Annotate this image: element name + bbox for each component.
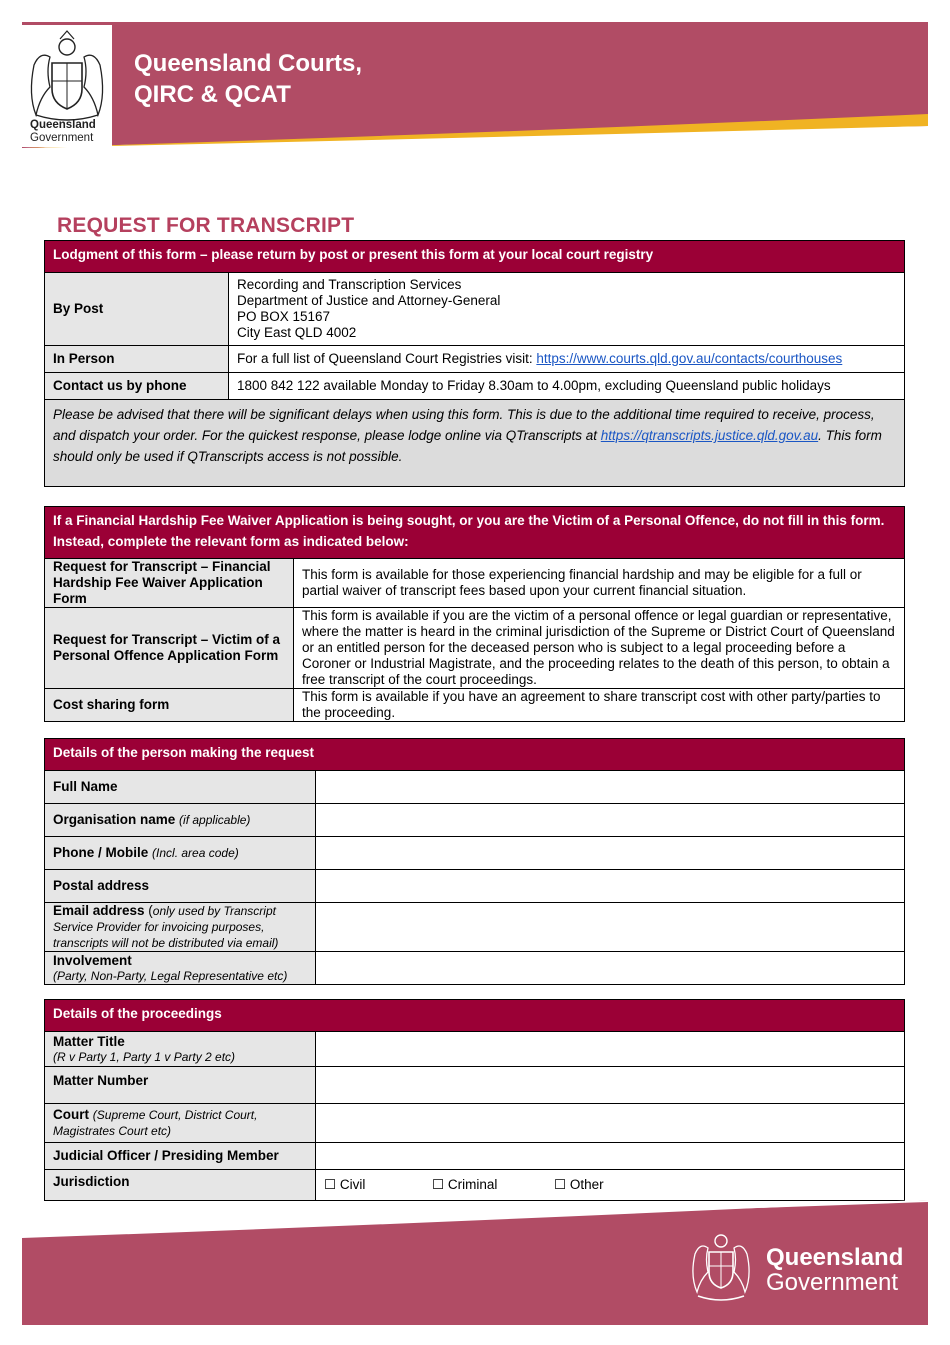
footer-brand-queensland: Queensland — [766, 1244, 904, 1271]
full-name-label: Full Name — [45, 771, 316, 804]
logo-caption-queensland: Queensland — [30, 119, 96, 131]
address-line: PO BOX 15167 — [237, 309, 331, 324]
email-field[interactable] — [316, 903, 905, 952]
court-label-text: Court — [53, 1107, 89, 1122]
requester-heading: Details of the person making the request — [45, 739, 905, 771]
cost-sharing-text: This form is available if you have an agreement to share transcript cost with other party/parties to the proceeding. — [294, 689, 905, 722]
involvement-label-text: Involvement — [53, 953, 132, 968]
hardship-form-text: This form is available for those experiencing financial hardship and may be eligible for a full or partial waiver of transcript fees based upon your current financial situation. — [294, 559, 905, 608]
lodgment-table — [44, 240, 905, 487]
involvement-label — [45, 952, 316, 985]
footer-brand-government: Government — [766, 1269, 899, 1296]
jurisdiction-options — [316, 1170, 905, 1201]
email-label-text: Email address — [53, 903, 145, 918]
email-hint: only used by Transcript Service Provider for invoicing purposes, transcripts will not be distributed via email) — [53, 904, 279, 950]
full-name-field[interactable] — [316, 771, 905, 804]
organisation-hint: (if applicable) — [179, 813, 251, 827]
requester-details-table — [44, 738, 905, 985]
address-line: Recording and Transcription Services — [237, 277, 462, 292]
judicial-officer-field[interactable] — [316, 1143, 905, 1170]
logo-caption-government: Government — [30, 132, 94, 144]
queensland-coat-of-arms-logo — [22, 25, 112, 147]
jurisdiction-civil-checkbox[interactable]: ☐ Civil — [324, 1177, 366, 1192]
matter-number-label: Matter Number — [45, 1067, 316, 1104]
phone-hint: (Incl. area code) — [152, 846, 239, 860]
delay-notice — [45, 400, 905, 487]
delay-notice-text: Please be advised that there will be significant delays when using this form. This is due to the additional time required to receive, process, and dispatch your order. For the quickest response, please lodge online via QTranscripts at — [53, 407, 875, 443]
organisation-field[interactable] — [316, 804, 905, 837]
in-person-label: In Person — [45, 346, 229, 373]
header-title-line1: Queensland Courts, — [134, 50, 363, 77]
victim-form-text: This form is available if you are the victim of a personal offence or legal guardian or representative, where the matter is heard in the criminal jurisdiction of the Supreme or District Court of Queensland or an entitled person for the deceased person who is subject to a legal proceeding before a Coroner or Industrial Magistrate, and the proceeding relates to the death of this person, to obtain a free transcript of the court proceedings. — [294, 608, 905, 689]
hardship-form-label: Request for Transcript – Financial Hardship Fee Waiver Application Form — [45, 559, 294, 608]
page-title: REQUEST FOR TRANSCRIPT — [57, 214, 355, 237]
phone-label — [45, 837, 316, 870]
by-post-address — [229, 273, 905, 346]
phone-contact-text: 1800 842 122 available Monday to Friday 8.30am to 4.00pm, excluding Queensland public holidays — [229, 373, 905, 400]
matter-number-field[interactable] — [316, 1067, 905, 1104]
phone-field[interactable] — [316, 837, 905, 870]
jurisdiction-label: Jurisdiction — [45, 1170, 316, 1201]
lodgment-heading: Lodgment of this form – please return by post or present this form at your local court registry — [45, 241, 905, 273]
proceedings-table — [44, 999, 905, 1201]
qtranscripts-link[interactable]: https://qtranscripts.justice.qld.gov.au — [600, 428, 819, 443]
address-line: City East QLD 4002 — [237, 325, 357, 340]
phone-label-text: Phone / Mobile — [53, 845, 149, 860]
cost-sharing-label: Cost sharing form — [45, 689, 294, 722]
email-label — [45, 903, 316, 952]
matter-title-label — [45, 1032, 316, 1067]
jurisdiction-criminal-checkbox[interactable]: ☐ Criminal — [432, 1177, 498, 1192]
postal-address-label: Postal address — [45, 870, 316, 903]
in-person-cell — [229, 346, 905, 373]
postal-address-field[interactable] — [316, 870, 905, 903]
courthouses-link[interactable]: https://www.courts.qld.gov.au/contacts/courthouses — [536, 351, 843, 366]
address-line: Department of Justice and Attorney-General — [237, 293, 501, 308]
delay-notice-text-end: . This form should only be used if QTranscripts access is not possible. — [53, 428, 882, 464]
matter-title-text: Matter Title — [53, 1034, 125, 1049]
header-title-line2: QIRC & QCAT — [134, 81, 291, 108]
victim-form-label: Request for Transcript – Victim of a Personal Offence Application Form — [45, 608, 294, 689]
court-hint: (Supreme Court, District Court, Magistrates Court etc) — [53, 1108, 258, 1138]
involvement-hint: (Party, Non-Party, Legal Representative etc) — [53, 969, 288, 983]
organisation-label-text: Organisation name — [53, 812, 176, 827]
court-field[interactable] — [316, 1104, 905, 1143]
footer-coat-of-arms-logo — [686, 1230, 756, 1304]
by-post-label: By Post — [45, 273, 229, 346]
in-person-text: For a full list of Queensland Court Registries visit: — [237, 351, 537, 366]
matter-title-hint: (R v Party 1, Party 1 v Party 2 etc) — [53, 1050, 236, 1064]
proceedings-heading: Details of the proceedings — [45, 1000, 905, 1032]
hardship-table — [44, 506, 905, 722]
matter-title-field[interactable] — [316, 1032, 905, 1067]
judicial-officer-label: Judicial Officer / Presiding Member — [45, 1143, 316, 1170]
hardship-heading: If a Financial Hardship Fee Waiver Application is being sought, or you are the Victim of a Personal Offence, do not fill in this form. Instead, complete the relevant form as indicated below: — [45, 507, 905, 559]
phone-contact-label: Contact us by phone — [45, 373, 229, 400]
organisation-label — [45, 804, 316, 837]
court-label — [45, 1104, 316, 1143]
footer-brand — [766, 1245, 903, 1295]
header-title — [134, 48, 362, 110]
involvement-field[interactable] — [316, 952, 905, 985]
email-paren: ( — [144, 903, 153, 918]
jurisdiction-other-checkbox[interactable]: ☐ Other — [554, 1177, 604, 1192]
